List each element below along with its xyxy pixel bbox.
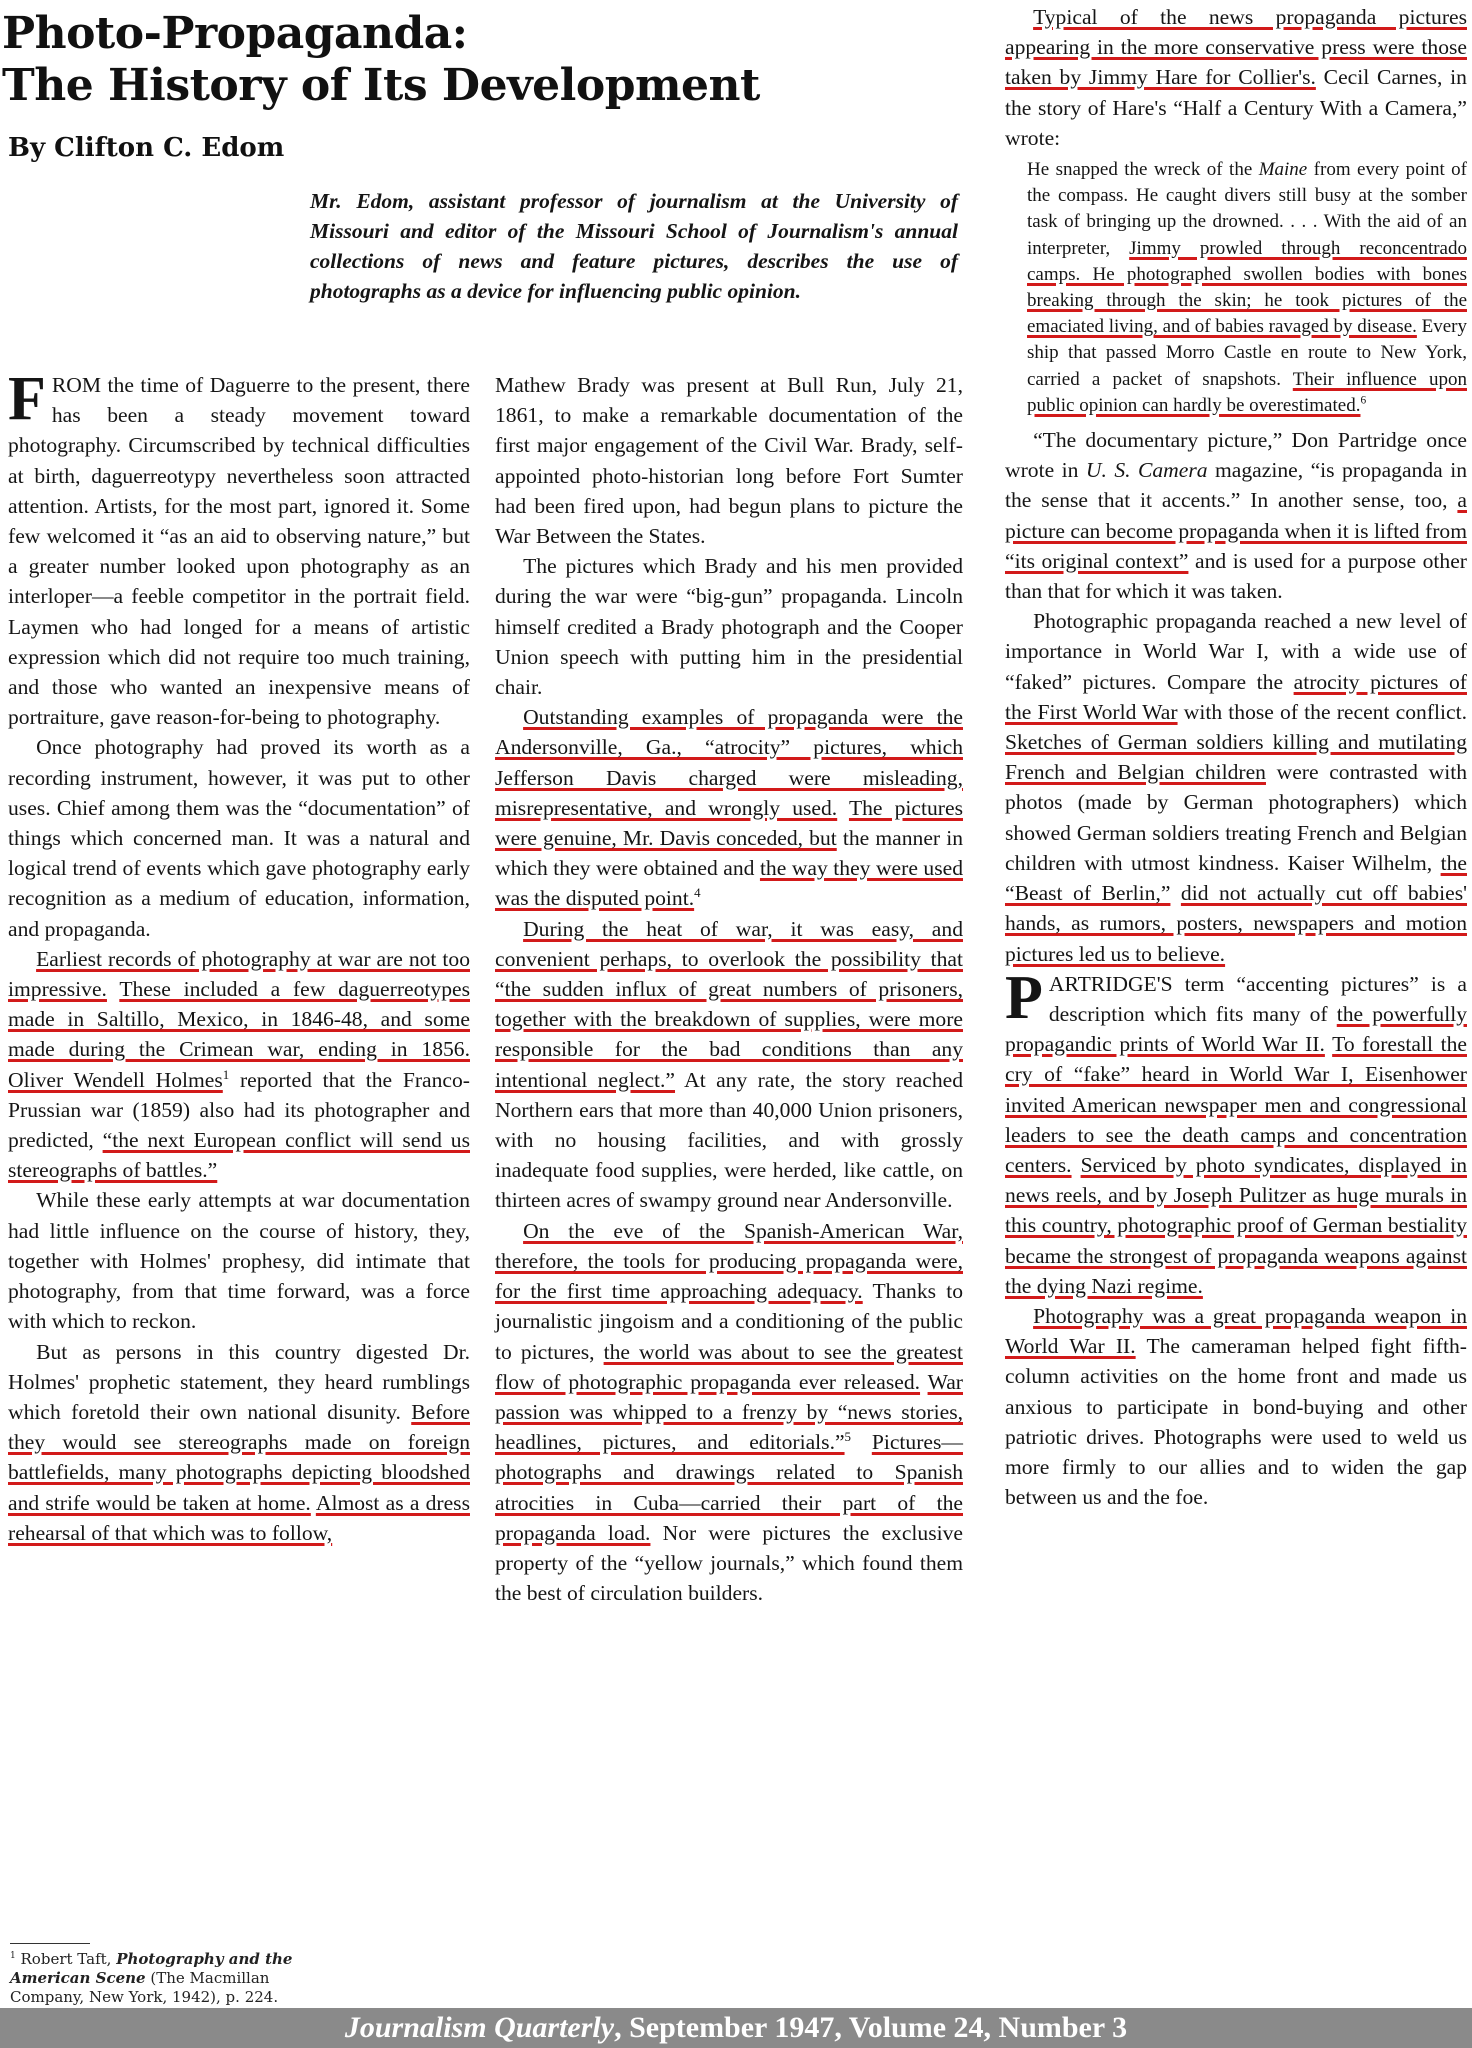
highlight: These included a few daguerreotypes made in Saltillo, Mexico, in 1846-48, and some made during the Crimean war, ending in 1856. — [8, 977, 470, 1062]
column-2 — [495, 370, 963, 1608]
journal-name: Journalism Quarterly — [344, 2011, 615, 2044]
highlight: Typical of the news propaganda pictures appearing in the more conservative press were those taken by Jimmy Hare for Collier's. — [1005, 5, 1467, 90]
highlight: Earliest records of photography at war are not too impressive. — [8, 946, 470, 1002]
highlight: the way they were used was the disputed point. — [495, 856, 963, 911]
highlight: “the next European conflict will send us stereographs of battles.” — [8, 1128, 470, 1183]
col1-paragraph-3 — [8, 944, 470, 1186]
text — [1170, 881, 1180, 905]
col2-paragraph-2: The pictures which Brady and his men provided during the war were “big-gun” propaganda. Lincoln himself credited a Brady photograph and the Cooper Union speech with putting him in the presidential chair. — [495, 554, 963, 700]
article-title — [2, 8, 762, 112]
col1-paragraph-4: While these early attempts at war documentation had little influence on the course of history, they, together with Holmes' prophesy, did intimate that photography, from that time forward, was a force with which to reckon. — [8, 1188, 470, 1334]
text: ARTRIDGE'S term “accenting pictures” is a description which fits many of — [1048, 971, 1467, 1026]
ship-name: Maine — [1258, 159, 1308, 181]
highlight: Sketches of German soldiers killing and mutilating French and Belgian children — [1005, 730, 1467, 785]
highlight: Pictures—photographs and drawings related to Spanish atrocities in Cuba—carried their part of the propaganda load. — [495, 1430, 963, 1545]
text: with those of the recent conflict. — [1177, 699, 1467, 724]
col1-paragraph-1 — [8, 365, 470, 732]
col2-paragraph-1: Mathew Brady was present at Bull Run, July 21, 1861, to make a remarkable documentation of the first major engagement of the Civil War. Brady, self-appointed photo-historian long before Fort Sumter had been fired upon, had begun plans to picture the War Between the States. — [495, 373, 963, 549]
highlight: did not actually cut off babies' hands, as rumors, posters, newspapers and motion pictures led us to believe. — [1005, 881, 1467, 966]
footnote-ref: 6 — [1360, 394, 1367, 407]
highlight: the “Beast of Berlin,” — [1005, 850, 1467, 906]
highlight: Their influence upon public opinion can hardly be overestimated. — [1027, 368, 1467, 416]
footnote-rest: (The Macmillan Company, New York, 1942), p. 224. — [10, 1969, 279, 2006]
text: and is used for a purpose other than that for which it was taken. — [1005, 548, 1468, 604]
title-line-1: Photo-Propaganda: — [2, 8, 468, 59]
text: Cecil Carnes, in the story of Hare's “Half a Century With a Camera,” wrote: — [1005, 65, 1467, 150]
text: At any rate, the story reached Northern ears that more than 40,000 Union prisoners, with no housing facilities, and with grossly inadequate food supplies, were herded, like cattle, on thirteen acres of swampy ground near Andersonville. — [495, 1067, 963, 1213]
highlight: Almost as a dress rehearsal of that which was to follow, — [8, 1490, 470, 1545]
text: “The documentary picture,” Don Partridge once wrote in — [1005, 428, 1467, 483]
footnote-ref: 1 — [222, 1066, 230, 1082]
col2-paragraph-3 — [495, 702, 963, 913]
text: He snapped the wreck of the — [1027, 159, 1259, 181]
highlight: During the heat of war, it was easy, and convenient perhaps, to overlook the possibility that “the sudden influx of great numbers of prisoners, together with the breakdown of supplies, were more responsible for the bad conditions than any intentional neglect.” — [495, 916, 963, 1092]
highlight: the powerfully propagandic prints of World War II. — [1005, 1001, 1467, 1057]
col3-paragraph-1 — [1005, 2, 1467, 153]
col3-paragraph-2 — [1005, 425, 1467, 606]
highlight: the world was about to see the greatest flow of photographic propaganda ever released. — [495, 1339, 963, 1394]
column-3 — [1005, 2, 1467, 1512]
col1-paragraph-5 — [8, 1337, 470, 1548]
text: Every ship that passed Morro Castle en route to New York, carried a packet of snapshots. — [1027, 316, 1468, 390]
block-quote — [1027, 157, 1467, 419]
highlight: Jimmy prowled through reconcentrado camps. He photographed swollen bodies with bones breaking through the skin; he took pictures of the emaciated living, and of babies ravaged by disease. — [1027, 237, 1467, 338]
title-line-2: The History of Its Development — [2, 60, 760, 111]
text: magazine, “is propaganda in the sense that it accents.” In another sense, too, — [1005, 458, 1467, 513]
drop-cap-p: P — [1005, 963, 1043, 1032]
footnote-ref: 5 — [844, 1428, 852, 1444]
highlight: War passion was whipped to a frenzy by “news stories, headlines, pictures, and editorials.” — [495, 1369, 963, 1455]
col2-paragraph-4 — [495, 914, 963, 1216]
highlight: Outstanding examples of propaganda were the Andersonville, Ga., “atrocity” pictures, which Jefferson Davis charged were misleading, misrepresentative, and wrongly used. — [495, 705, 963, 820]
text: were contrasted with photos (made by German photographers) which showed German soldiers treating French and Belgian children with utmost kindness. Kaiser Wilhelm, — [1005, 760, 1467, 875]
col3-paragraph-4 — [1005, 963, 1467, 1301]
footnote-number: 1 — [10, 1951, 16, 1961]
col1-paragraph-2: Once photography had proved its worth as a recording instrument, however, it was put to other uses. Chief among them was the “documentation” of things which concerned man. It was a natural and logical trend of events which gave photography early recognition as a medium of education, information, and propaganda. — [8, 735, 470, 941]
col2-paragraph-5 — [495, 1216, 963, 1609]
text — [1072, 1153, 1081, 1177]
journal-footer — [0, 2008, 1472, 2048]
byline: By Clifton C. Edom — [8, 133, 285, 163]
col3-paragraph-5 — [1005, 1301, 1467, 1512]
highlight: The pictures were genuine, Mr. Davis conceded, but — [495, 795, 963, 851]
highlight: Oliver Wendell Holmes — [8, 1067, 223, 1092]
drop-cap-f: F — [8, 365, 46, 433]
highlight: atrocity pictures of the First World War — [1005, 669, 1467, 724]
highlight: Photography was a great propaganda weapon in World War II. — [1005, 1303, 1467, 1359]
text: from every point of the compass. He caught divers still busy at the somber task of bringing up the drowned. . . . With the aid of an interpreter, — [1027, 159, 1467, 259]
footnote-author: Robert Taft, — [20, 1950, 117, 1968]
highlight: To forestall the cry of “fake” heard in World War I, Eisenhower invited American newspaper men and congressional leaders to see the death camps and concentration centers. — [1005, 1032, 1467, 1177]
text: Nor were pictures the exclusive property of the “yellow journals,” which found them the best of circulation builders. — [495, 1520, 964, 1606]
highlight: On the eve of the Spanish-American War, therefore, the tools for producing propaganda were, for the first time approaching adequacy. — [495, 1218, 963, 1304]
abstract: Mr. Edom, assistant professor of journalism at the University of Missouri and editor of the Missouri School of Journalism's annual collections of news and feature pictures, describes the use of photographs as a device for influencing public opinion. — [310, 189, 958, 303]
text: But as persons in this country digested Dr. Holmes' prophetic statement, they heard rumblings which foretold their own national disunity. — [8, 1339, 470, 1424]
footnote-rule — [10, 1943, 90, 1944]
footnote-ref: 4 — [694, 885, 701, 901]
col1-p1-text: ROM the time of Daguerre to the present, there has been a steady movement toward photography. Circumscribed by technical difficulties at birth, daguerreotypy nevertheless soon attracted attention. Artists, for the most part, ignored it. Some few welcomed it “as an aid to observing nature,” but a greater number looked upon photography as an interloper—a feeble competitor in the portrait field. Laymen who had longed for a means of artistic expression which did not require too much training, and those who wanted an inexpensive means of portraiture, gave reason-for-being to photography. — [8, 373, 470, 730]
col3-paragraph-3 — [1005, 606, 1467, 968]
text: the manner in which they were obtained and — [495, 826, 963, 881]
footnote — [10, 1950, 340, 2007]
text: Photographic propaganda reached a new level of importance in World War I, with a wide use of “faked” pictures. Compare the — [1005, 609, 1467, 694]
text: The cameraman helped fight fifth-column activities on the home front and made us anxious to participate in bond-buying and other patriotic drives. Photographs were used to weld us more firmly to our allies and to widen the gap between us and the foe. — [1005, 1334, 1467, 1510]
column-1 — [8, 365, 470, 1548]
issue-info: , September 1947, Volume 24, Number 3 — [614, 2011, 1128, 2044]
highlight: a picture can become propaganda when it is lifted from “its original context” — [1005, 488, 1467, 573]
highlight: Before they would see stereographs made on foreign battlefields, many photographs depicting bloodshed and strife would be taken at home. — [8, 1399, 470, 1515]
text: reported that the Franco-Prussian war (1859) also had its photographer and predicted, — [8, 1067, 470, 1153]
highlight: Serviced by photo syndicates, displayed in news reels, and by Joseph Pulitzer as huge murals in this country, photographic proof of German bestiality became the strongest of propaganda weapons against the dying Nazi regime. — [1005, 1152, 1467, 1298]
footnote-book: Photography and the American Scene — [10, 1950, 293, 1987]
text: Thanks to journalistic jingoism and a conditioning of the public to pictures, — [495, 1279, 963, 1364]
magazine-name: U. S. Camera — [1085, 458, 1208, 483]
